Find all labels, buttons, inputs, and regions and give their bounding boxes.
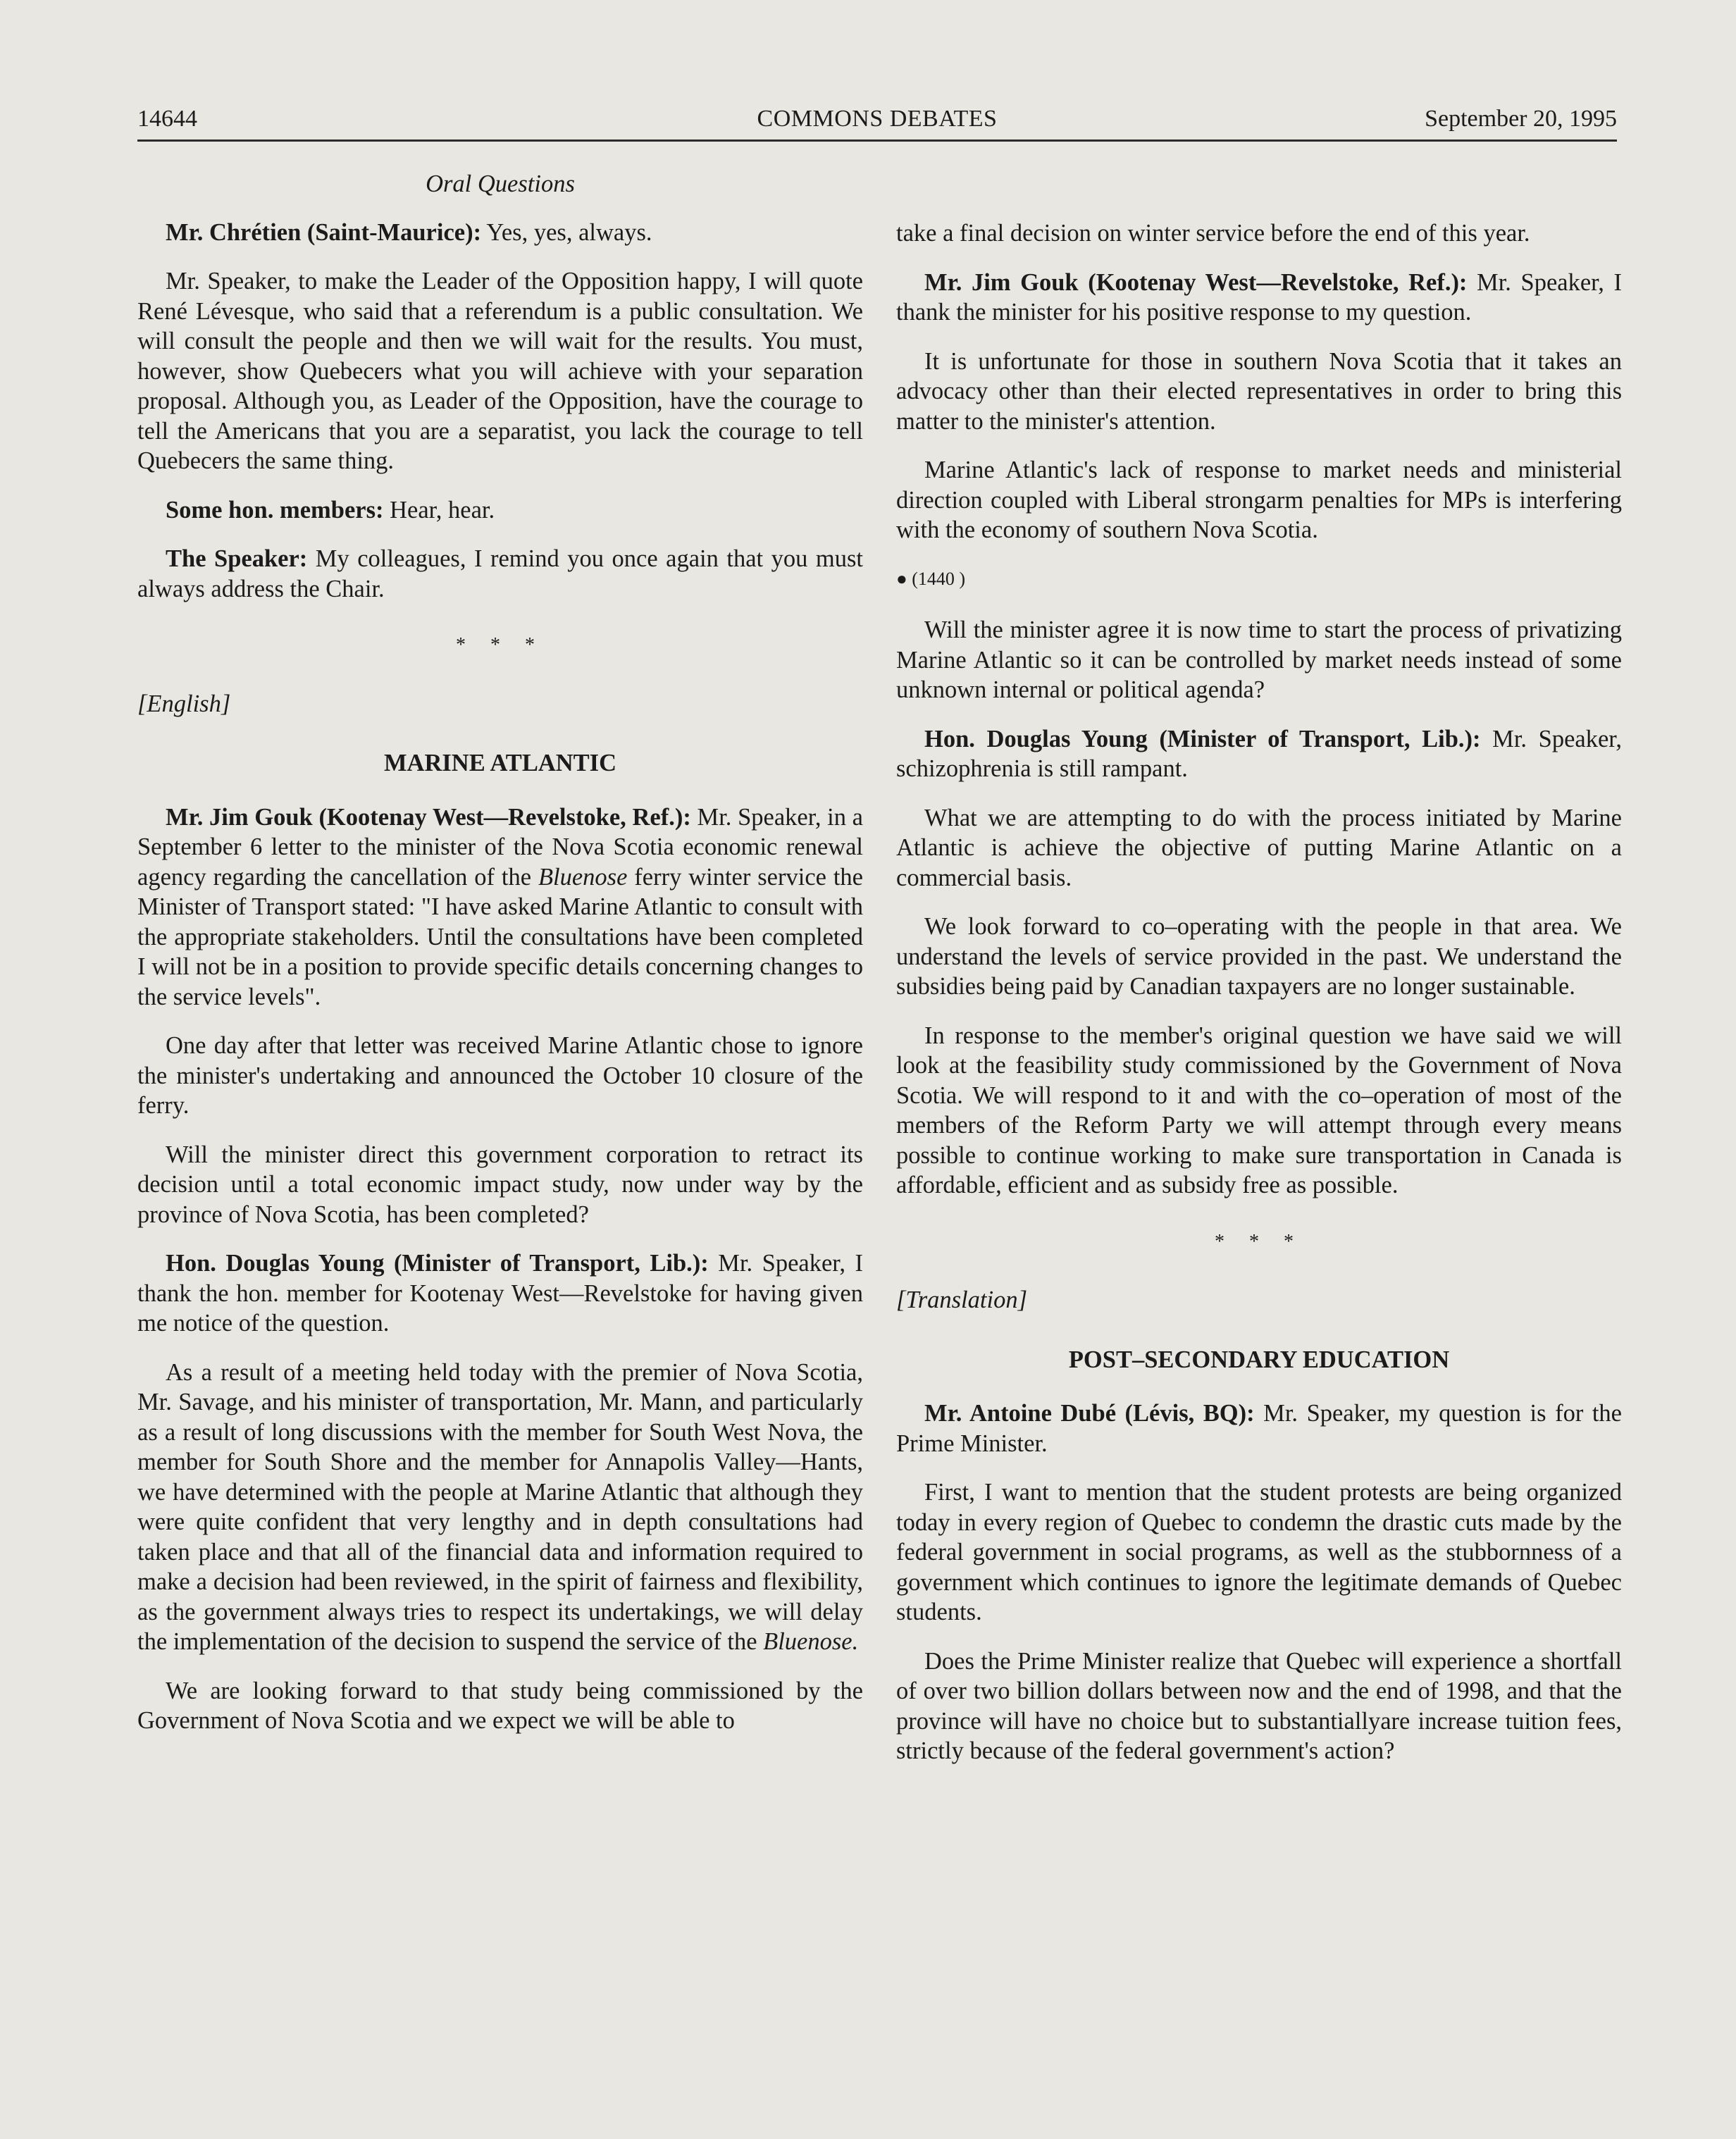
paragraph: One day after that letter was received Marine Atlantic chose to ignore the minister's undertaking and announced the October 10 closure of the ferry.	[137, 1032, 863, 1119]
publication-title: COMMONS DEBATES	[757, 106, 998, 132]
speech-text: Mr. Speaker, I thank the minister for his positive response to my question.	[896, 268, 1622, 326]
paragraph: Will the minister direct this government corporation to retract its decision until a total economic impact study, now under way by the province of Nova Scotia, has been completed?	[137, 1141, 863, 1228]
speech-text: Mr. Speaker, in a September 6 letter to the minister of the Nova Scotia economic renewal agency regarding the cancellation of the	[137, 803, 863, 891]
paragraph: In response to the member's original question we have said we will look at the feasibility study commissioned by the Government of Nova Scotia. We will respond to it and with the co–operation of most of the members of the Reform Party we will attempt through every means possible to continue working to make sure transportation in Canada is affordable, efficient and as subsidy free as possible.	[896, 1022, 1622, 1198]
speech-text: Mr. Speaker, I thank the hon. member for Kootenay West—Revelstoke for having given me notice of the question.	[137, 1250, 863, 1337]
section-divider: * * *	[1215, 1230, 1303, 1253]
paragraph	[137, 802, 863, 1012]
paragraph	[137, 544, 863, 604]
paragraph: It is unfortunate for those in southern Nova Scotia that it takes an advocacy other than their elected representatives in order to bring this matter to the minister's attention.	[896, 347, 1622, 435]
paragraph	[137, 1358, 863, 1657]
running-head: Oral Questions	[426, 170, 575, 197]
speaker-name: The Speaker:	[166, 545, 308, 572]
paragraph	[137, 495, 863, 526]
paragraph: Marine Atlantic's lack of response to market needs and ministerial direction coupled with Liberal strongarm penalties for MPs is interfering with the economy of southern Nova Scotia.	[896, 457, 1622, 543]
speech-text: Yes, yes, always.	[481, 218, 652, 246]
paragraph: Will the minister agree it is now time to start the process of privatizing Marine Atlantic so it can be controlled by market needs instead of some unknown internal or political agenda?	[896, 616, 1622, 703]
speaker-name: Hon. Douglas Young (Minister of Transport, Lib.):	[924, 725, 1481, 752]
paragraph: We are looking forward to that study being commissioned by the Government of Nova Scotia and we expect we will be able to	[137, 1677, 863, 1734]
section-title: MARINE ATLANTIC	[383, 750, 617, 776]
paragraph: Mr. Speaker, to make the Leader of the Opposition happy, I will quote René Lévesque, who said that a referendum is a public consultation. We will consult the people and then we will wait for the results. You must, however, show Quebecers what you will achieve with your separation proposal. Although you, as Leader of the Opposition, have the courage to tell the Americans that you are a separatist, you lack the courage to tell Quebecers the same thing.	[137, 268, 863, 474]
speaker-name: Some hon. members:	[166, 496, 384, 523]
paragraph: take a final decision on winter service before the end of this year.	[896, 220, 1530, 247]
paragraph	[896, 1399, 1622, 1458]
speech-text: Hear, hear.	[383, 496, 495, 523]
speaker-name: Hon. Douglas Young (Minister of Transport, Lib.):	[166, 1250, 709, 1277]
paragraph	[896, 268, 1622, 328]
speaker-name: Mr. Jim Gouk (Kootenay West—Revelstoke, Ref.):	[166, 803, 691, 831]
speaker-name: Mr. Antoine Dubé (Lévis, BQ):	[924, 1400, 1255, 1427]
section-title: POST–SECONDARY EDUCATION	[1068, 1346, 1450, 1373]
ship-name: Bluenose.	[763, 1628, 859, 1655]
paragraph: What we are attempting to do with the process initiated by Marine Atlantic is achieve the objective of putting Marine Atlantic on a commercial basis.	[896, 804, 1622, 891]
page-number: 14644	[137, 106, 197, 132]
right-column	[896, 218, 1622, 1785]
page-header	[137, 99, 1617, 142]
speech-text: Mr. Speaker, schizophrenia is still rampant.	[896, 725, 1623, 782]
language-tag: [English]	[137, 690, 231, 717]
section-divider: * * *	[456, 634, 545, 656]
left-column	[137, 169, 863, 1755]
publication-date: September 20, 1995	[1425, 106, 1617, 132]
speaker-name: Mr. Jim Gouk (Kootenay West—Revelstoke, Ref.):	[924, 268, 1468, 296]
language-tag: [Translation]	[896, 1286, 1027, 1313]
paragraph: First, I want to mention that the student protests are being organized today in every region of Quebec to condemn the drastic cuts made by the federal government in social programs, as well as the stubbornness of a government which continues to ignore the legitimate demands of Quebec students.	[896, 1479, 1622, 1625]
paragraph	[137, 1248, 863, 1339]
paragraph	[896, 724, 1622, 784]
paragraph: Does the Prime Minister realize that Quebec will experience a shortfall of over two billion dollars between now and the end of 1998, and that the province will have no choice but to substantiallyare increase tuition fees, strictly because of the federal government's action?	[896, 1647, 1622, 1764]
time-marker: ● (1440 )	[896, 568, 966, 589]
speaker-name: Mr. Chrétien (Saint-Maurice):	[166, 218, 482, 246]
paragraph: We look forward to co–operating with the people in that area. We understand the levels of service provided in the past. We understand the subsidies being paid by Canadian taxpayers are no longer sustainable.	[896, 913, 1622, 1000]
speech-text: As a result of a meeting held today with the premier of Nova Scotia, Mr. Savage, and his minister of transportation, Mr. Mann, and particularly as a result of long discussions with the member for South West Nova, the member for South Shore and the member for Annapolis Valley—Hants, we have determined with the people at Marine Atlantic that although they were quite confident that very lengthy and in depth consultations had taken place and that all of the financial data and information required to make a decision had been reviewed, in the spirit of fairness and flexibility, as the government always tries to respect its undertakings, we will delay the implementation of the decision to suspend the service of the	[137, 1358, 863, 1655]
ship-name: Bluenose	[538, 863, 628, 891]
speech-text: ferry winter service the Minister of Transport stated: "I have asked Marine Atlantic to consult with the appropriate stakeholders. Until the consultations have been completed I will not be in a position to provide specific details concerning changes to the service levels".	[137, 863, 863, 1010]
speech-text: Mr. Speaker, my question is for the Prime Minister.	[896, 1400, 1622, 1457]
speech-text: My colleagues, I remind you once again that you must always address the Chair.	[137, 545, 864, 602]
paragraph	[137, 218, 863, 248]
